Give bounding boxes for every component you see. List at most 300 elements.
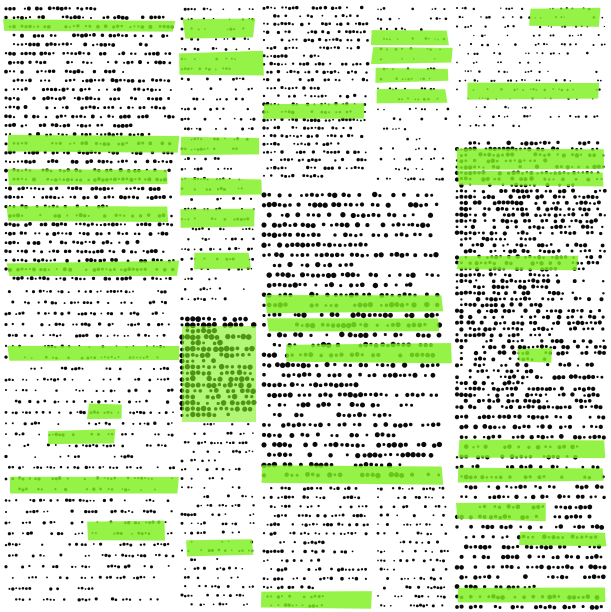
halftone-dot	[459, 213, 463, 217]
halftone-dot	[542, 52, 544, 54]
halftone-dot	[291, 363, 295, 367]
halftone-dot	[163, 367, 166, 370]
halftone-dot	[160, 291, 163, 294]
halftone-dot	[556, 201, 560, 205]
halftone-dot	[469, 387, 472, 390]
halftone-dot	[28, 222, 32, 226]
halftone-dot	[436, 422, 440, 426]
halftone-dot	[84, 566, 87, 569]
halftone-dot	[70, 196, 72, 198]
halftone-dot	[326, 46, 329, 49]
halftone-dot	[459, 345, 463, 349]
halftone-dot	[488, 496, 491, 499]
halftone-dot	[339, 506, 341, 508]
halftone-dot	[4, 70, 8, 74]
halftone-dot	[493, 291, 496, 294]
halftone-dot	[283, 384, 286, 387]
halftone-dot	[127, 115, 131, 119]
halftone-dot	[262, 126, 265, 129]
halftone-dot	[197, 38, 199, 40]
halftone-dot	[248, 450, 250, 452]
halftone-dot	[43, 400, 46, 403]
halftone-dot	[402, 362, 407, 367]
halftone-dot	[292, 282, 297, 287]
halftone-dot	[378, 313, 382, 317]
halftone-dot	[431, 497, 433, 499]
halftone-dot	[181, 28, 184, 31]
halftone-dot	[293, 332, 298, 337]
halftone-dot	[506, 535, 509, 538]
halftone-dot	[503, 309, 507, 313]
halftone-dot	[357, 151, 360, 154]
halftone-dot	[37, 379, 39, 381]
halftone-dot	[283, 203, 287, 207]
halftone-dot	[71, 160, 75, 164]
halftone-dot	[494, 605, 497, 608]
halftone-dot	[62, 16, 65, 19]
halftone-dot	[386, 433, 390, 437]
halftone-dot	[218, 514, 221, 517]
halftone-dot	[589, 202, 591, 204]
halftone-dot	[132, 107, 134, 109]
halftone-dot	[455, 220, 458, 223]
halftone-dot	[496, 575, 499, 578]
halftone-dot	[223, 38, 225, 40]
halftone-dot	[163, 290, 166, 293]
halftone-dot	[405, 234, 409, 238]
halftone-dot	[355, 487, 358, 490]
halftone-dot	[5, 142, 8, 145]
halftone-dot	[514, 43, 517, 46]
halftone-dot	[534, 334, 536, 336]
halftone-dot	[55, 187, 58, 190]
halftone-dot	[536, 285, 539, 288]
halftone-dot	[24, 8, 26, 10]
halftone-dot	[282, 222, 287, 227]
halftone-dot	[571, 309, 575, 313]
halftone-dot	[325, 284, 328, 287]
halftone-dot	[316, 403, 320, 407]
halftone-dot	[292, 63, 294, 65]
halftone-dot	[93, 70, 96, 73]
halftone-dot	[471, 225, 475, 229]
halftone-dot	[405, 283, 408, 286]
halftone-dot	[266, 119, 268, 121]
halftone-dot	[270, 487, 272, 489]
halftone-dot	[416, 139, 418, 141]
halftone-dot	[515, 555, 520, 560]
halftone-dot	[209, 423, 212, 426]
halftone-dot	[157, 16, 161, 20]
halftone-dot	[540, 376, 542, 378]
halftone-dot	[277, 514, 281, 518]
halftone-dot	[473, 328, 476, 331]
highlighter-stroke	[179, 51, 264, 76]
halftone-dot	[515, 399, 519, 403]
halftone-dot	[480, 16, 482, 18]
halftone-dot	[323, 167, 326, 170]
halftone-dot	[553, 346, 557, 350]
halftone-dot	[435, 505, 437, 507]
halftone-dot	[262, 423, 266, 427]
halftone-dot	[318, 393, 322, 397]
halftone-dot	[281, 423, 285, 427]
halftone-dot	[547, 425, 552, 430]
halftone-dot	[405, 253, 409, 257]
halftone-dot	[147, 97, 150, 100]
halftone-dot	[575, 43, 577, 45]
halftone-dot	[460, 238, 463, 241]
halftone-dot	[270, 167, 272, 169]
halftone-dot	[68, 499, 71, 502]
halftone-dot	[56, 115, 59, 118]
halftone-dot	[166, 161, 169, 164]
halftone-dot	[292, 23, 294, 25]
halftone-dot	[488, 345, 492, 349]
halftone-dot	[306, 253, 309, 256]
halftone-dot	[181, 522, 184, 525]
halftone-dot	[513, 291, 516, 294]
halftone-dot	[519, 243, 523, 247]
halftone-dot	[325, 119, 327, 121]
halftone-dot	[288, 444, 292, 448]
halftone-dot	[8, 334, 11, 337]
halftone-dot	[24, 152, 27, 155]
halftone-dot	[300, 253, 304, 257]
halftone-dot	[535, 195, 539, 199]
halftone-dot	[274, 119, 276, 121]
halftone-dot	[363, 453, 367, 457]
halftone-dot	[267, 213, 272, 218]
halftone-dot	[505, 8, 507, 10]
halftone-dot	[331, 273, 336, 278]
halftone-dot	[309, 515, 311, 517]
halftone-dot	[267, 578, 269, 580]
halftone-dot	[98, 160, 101, 163]
halftone-dot	[581, 225, 585, 229]
halftone-dot	[420, 222, 425, 227]
halftone-dot	[251, 88, 253, 90]
halftone-dot	[69, 79, 72, 82]
halftone-dot	[304, 532, 306, 534]
halftone-dot	[495, 232, 498, 235]
halftone-dot	[101, 34, 105, 38]
halftone-dot	[281, 559, 283, 561]
halftone-dot	[380, 568, 383, 571]
halftone-dot	[308, 39, 311, 42]
halftone-dot	[511, 7, 513, 9]
halftone-dot	[165, 277, 167, 279]
halftone-dot	[324, 444, 327, 447]
halftone-dot	[527, 554, 531, 558]
halftone-dot	[277, 55, 280, 58]
halftone-dot	[525, 212, 529, 216]
halftone-dot	[270, 134, 273, 137]
halftone-dot	[339, 22, 342, 25]
halftone-dot	[122, 598, 124, 600]
halftone-dot	[551, 575, 555, 579]
halftone-dot	[283, 404, 286, 407]
halftone-dot	[262, 143, 265, 146]
halftone-dot	[88, 88, 91, 91]
halftone-dot	[50, 521, 53, 524]
halftone-dot	[419, 138, 421, 140]
halftone-dot	[398, 168, 400, 170]
halftone-dot	[125, 34, 128, 37]
halftone-dot	[292, 274, 295, 277]
halftone-dot	[51, 222, 55, 226]
halftone-dot	[603, 345, 607, 349]
halftone-dot	[263, 78, 265, 80]
halftone-dot	[408, 488, 410, 490]
halftone-dot	[350, 47, 352, 49]
halftone-dot	[49, 411, 51, 413]
halftone-dot	[311, 274, 315, 278]
halftone-dot	[546, 436, 549, 439]
halftone-dot	[313, 174, 316, 177]
halftone-dot	[278, 283, 282, 287]
halftone-dot	[39, 52, 43, 56]
halftone-dot	[204, 238, 207, 241]
halftone-dot	[160, 543, 162, 545]
halftone-dot	[238, 468, 241, 471]
halftone-dot	[550, 34, 552, 36]
halftone-dot	[262, 373, 266, 377]
halftone-dot	[355, 523, 358, 526]
halftone-dot	[161, 323, 164, 326]
halftone-dot	[503, 327, 506, 330]
halftone-dot	[58, 323, 61, 326]
halftone-dot	[360, 202, 364, 206]
halftone-dot	[200, 505, 202, 507]
halftone-dot	[148, 52, 151, 55]
halftone-dot	[315, 134, 318, 137]
halftone-dot	[496, 388, 500, 392]
halftone-dot	[330, 47, 332, 49]
halftone-dot	[278, 264, 282, 268]
halftone-dot	[107, 61, 109, 63]
halftone-dot	[20, 70, 24, 74]
halftone-dot	[187, 8, 190, 11]
halftone-dot	[598, 405, 602, 409]
halftone-dot	[311, 158, 314, 161]
halftone-dot	[329, 382, 333, 386]
halftone-dot	[208, 278, 210, 280]
halftone-dot	[89, 105, 92, 108]
halftone-dot	[144, 222, 148, 226]
halftone-dot	[456, 280, 458, 282]
halftone-dot	[520, 189, 524, 193]
halftone-dot	[96, 133, 98, 135]
halftone-dot	[181, 460, 184, 463]
halftone-dot	[365, 532, 368, 535]
halftone-dot	[40, 250, 43, 253]
halftone-dot	[158, 412, 160, 414]
halftone-dot	[335, 15, 338, 18]
halftone-dot	[184, 568, 186, 570]
halftone-dot	[523, 309, 527, 313]
halftone-dot	[213, 423, 215, 425]
halftone-dot	[85, 96, 89, 100]
halftone-dot	[310, 95, 312, 97]
halftone-dot	[477, 291, 481, 295]
halftone-dot	[15, 543, 18, 546]
halftone-dot	[195, 98, 198, 101]
halftone-dot	[467, 26, 469, 28]
halftone-dot	[552, 556, 555, 559]
halftone-dot	[98, 422, 100, 424]
halftone-dot	[379, 252, 384, 257]
halftone-dot	[166, 367, 169, 370]
halftone-dot	[476, 106, 477, 107]
halftone-dot	[303, 39, 307, 43]
halftone-dot	[15, 499, 17, 501]
halftone-dot	[51, 123, 54, 126]
halftone-dot	[302, 524, 304, 526]
halftone-dot	[551, 298, 554, 301]
halftone-dot	[266, 272, 272, 278]
halftone-dot	[9, 70, 11, 72]
halftone-dot	[474, 605, 477, 608]
halftone-dot	[568, 425, 572, 429]
halftone-dot	[319, 384, 323, 388]
halftone-dot	[300, 433, 304, 437]
halftone-dot	[273, 532, 276, 535]
halftone-dot	[578, 387, 581, 390]
halftone-dot	[589, 416, 592, 419]
halftone-dot	[335, 223, 339, 227]
halftone-dot	[578, 268, 581, 271]
halftone-dot	[227, 494, 230, 497]
halftone-dot	[516, 327, 520, 331]
halftone-dot	[576, 321, 581, 326]
halftone-dot	[131, 511, 133, 513]
halftone-dot	[468, 393, 472, 397]
halftone-dot	[540, 387, 543, 390]
halftone-dot	[159, 97, 162, 100]
halftone-dot	[573, 374, 577, 378]
halftone-dot	[487, 575, 491, 579]
halftone-dot	[312, 6, 315, 9]
halftone-dot	[500, 8, 501, 9]
halftone-dot	[557, 494, 562, 499]
halftone-dot	[480, 369, 484, 373]
halftone-dot	[232, 486, 234, 488]
halftone-dot	[277, 31, 280, 34]
halftone-dot	[58, 411, 60, 413]
halftone-dot	[455, 525, 458, 528]
halftone-dot	[154, 61, 157, 64]
halftone-dot	[32, 115, 36, 119]
halftone-dot	[536, 387, 540, 391]
halftone-dot	[307, 234, 310, 237]
halftone-dot	[163, 223, 165, 225]
halftone-dot	[424, 374, 427, 377]
halftone-dot	[206, 8, 208, 10]
halftone-dot	[538, 303, 543, 308]
halftone-dot	[5, 544, 7, 546]
halftone-dot	[477, 200, 481, 204]
halftone-dot	[242, 586, 244, 588]
halftone-dot	[56, 499, 58, 501]
halftone-dot	[583, 506, 587, 510]
halftone-dot	[109, 576, 112, 579]
halftone-dot	[54, 88, 58, 92]
halftone-dot	[487, 565, 491, 569]
halftone-dot	[295, 127, 297, 129]
halftone-dot	[468, 273, 471, 276]
halftone-dot	[281, 569, 284, 572]
halftone-dot	[115, 598, 118, 601]
halftone-dot	[125, 124, 129, 128]
halftone-dot	[108, 232, 111, 235]
halftone-dot	[108, 70, 111, 73]
halftone-dot	[108, 554, 111, 557]
halftone-dot	[336, 487, 339, 490]
halftone-dot	[263, 95, 265, 97]
halftone-dot	[526, 291, 531, 296]
halftone-dot	[512, 340, 514, 342]
halftone-dot	[42, 411, 45, 414]
halftone-dot	[107, 565, 110, 568]
halftone-dot	[117, 33, 120, 36]
halftone-dot	[109, 367, 112, 370]
halftone-dot	[16, 97, 19, 100]
halftone-dot	[261, 222, 266, 227]
halftone-dot	[38, 434, 40, 436]
halftone-dot	[456, 225, 459, 228]
halftone-dot	[310, 119, 313, 122]
halftone-dot	[21, 259, 24, 262]
halftone-dot	[228, 567, 231, 570]
halftone-dot	[190, 198, 193, 201]
halftone-dot	[315, 569, 317, 571]
halftone-dot	[571, 315, 574, 318]
halftone-dot	[334, 70, 337, 73]
halftone-dot	[59, 125, 61, 127]
halftone-dot	[355, 443, 359, 447]
halftone-dot	[503, 231, 507, 235]
halftone-dot	[53, 467, 55, 469]
halftone-dot	[338, 119, 341, 122]
halftone-dot	[297, 422, 302, 427]
halftone-dot	[383, 422, 388, 427]
halftone-dot	[537, 207, 541, 211]
halftone-dot	[187, 108, 190, 111]
halftone-dot	[312, 523, 315, 526]
halftone-dot	[277, 94, 280, 97]
halftone-dot	[591, 465, 594, 468]
halftone-dot	[560, 386, 564, 390]
halftone-dot	[277, 568, 280, 571]
halftone-dot	[103, 16, 106, 19]
halftone-dot	[587, 208, 590, 211]
halftone-dot	[349, 283, 353, 287]
halftone-dot	[409, 541, 412, 544]
halftone-dot	[430, 394, 433, 397]
halftone-dot	[122, 249, 126, 253]
halftone-dot	[580, 486, 584, 490]
halftone-dot	[472, 535, 475, 538]
halftone-dot	[464, 415, 468, 419]
halftone-dot	[84, 400, 87, 403]
halftone-dot	[74, 97, 76, 99]
halftone-dot	[47, 160, 50, 163]
halftone-dot	[262, 254, 265, 257]
halftone-dot	[78, 51, 82, 55]
halftone-dot	[281, 578, 284, 581]
halftone-dot	[426, 364, 430, 368]
